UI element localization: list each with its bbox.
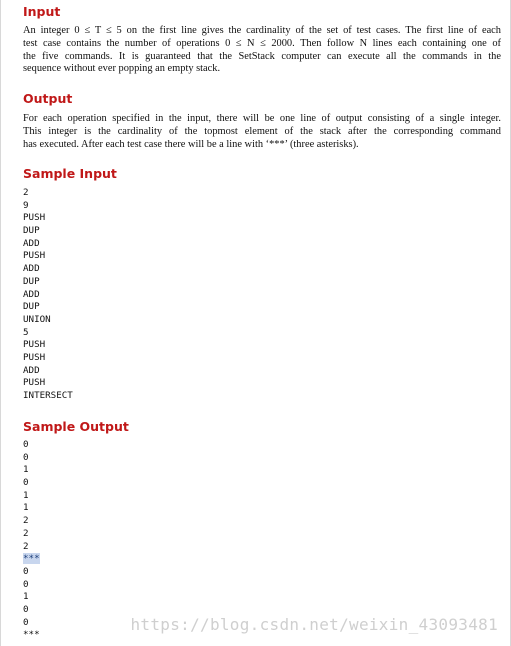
sample-input-line: ADD <box>23 288 40 300</box>
sample-input-line: INTERSECT <box>23 390 73 401</box>
sample-output-line: 2 <box>23 540 29 552</box>
output-paragraph <box>23 113 501 151</box>
sample-output-line: 1 <box>23 502 29 514</box>
separator-stars: *** <box>23 553 40 565</box>
sample-input-line: ADD <box>23 237 40 249</box>
sample-input-line: DUP <box>23 225 40 237</box>
watermark-text: https://blog.csdn.net/weixin_43093481 <box>130 615 498 634</box>
sample-input-line: PUSH <box>23 212 46 224</box>
output-line: This integer is the cardinality of the topmost element of the stack after the corresponding command <box>23 125 501 137</box>
sample-output-line: *** <box>23 629 40 641</box>
output-line: has executed. After each test case there will be a line with ‘***’ (three asterisks). <box>23 138 359 150</box>
sample-input-line: DUP <box>23 301 40 313</box>
sample-output-line: 0 <box>23 578 29 590</box>
sample-input-line: 2 <box>23 187 29 198</box>
sample-output-line: 1 <box>23 591 29 603</box>
input-line: sequence without ever popping an empty stack. <box>23 63 221 75</box>
input-line: test case contains the number of operations 0 ≤ N ≤ 2000. Then follow N lines each containing one of <box>23 37 501 49</box>
sample-input-line: DUP <box>23 275 40 287</box>
output-heading: Output <box>23 91 73 106</box>
sample-output-line: 2 <box>23 515 29 527</box>
sample-input-line: PUSH <box>23 250 46 262</box>
sample-input-line: PUSH <box>23 339 46 351</box>
input-paragraph <box>23 25 501 76</box>
sample-output-line: 2 <box>23 527 29 539</box>
sample-input-line: 9 <box>23 199 29 211</box>
input-heading: Input <box>23 4 61 19</box>
sample-output-line: 0 <box>23 477 29 489</box>
sample-output-block <box>23 439 40 642</box>
sample-output-line: 0 <box>23 451 29 463</box>
sample-input-line: PUSH <box>23 377 46 389</box>
sample-input-line: PUSH <box>23 351 46 363</box>
sample-output-heading: Sample Output <box>23 419 129 434</box>
input-line: the five commands. It is guaranteed that the SetStack computer can execute all the commands in the <box>23 50 501 62</box>
sample-output-line: 0 <box>23 565 29 577</box>
sample-input-line: ADD <box>23 263 40 275</box>
sample-output-line: 0 <box>23 616 29 628</box>
sample-input-heading: Sample Input <box>23 166 117 181</box>
sample-input-block <box>23 187 73 403</box>
input-line: An integer 0 ≤ T ≤ 5 on the first line gives the cardinality of the set of test cases. The first line of each <box>23 25 501 36</box>
sample-output-line: 1 <box>23 464 29 476</box>
sample-output-line: 0 <box>23 603 29 615</box>
output-line: For each operation specified in the input, there will be one line of output consisting of a single integer. <box>23 113 501 124</box>
sample-output-line: 0 <box>23 439 29 450</box>
sample-output-line <box>23 553 40 566</box>
sample-input-line: ADD <box>23 364 40 376</box>
sample-input-line: UNION <box>23 313 51 325</box>
sample-input-line: 5 <box>23 326 29 338</box>
sample-output-line: 1 <box>23 489 29 501</box>
